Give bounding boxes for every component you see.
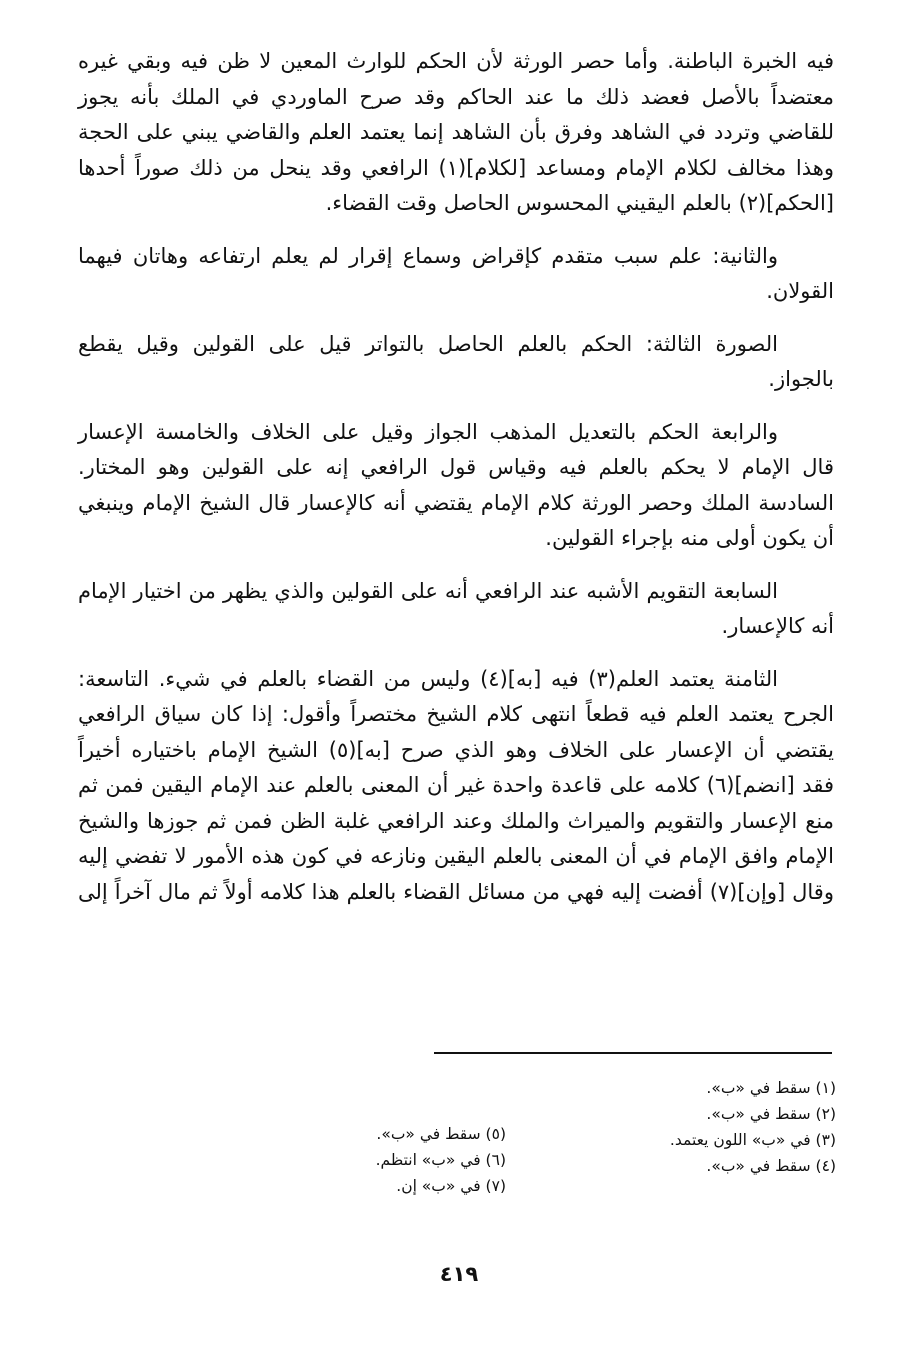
text-line: والثانية: علم سبب متقدم كإقراض وسماع إقرار لم يعلم ارتفاعه وهاتان فيهما [78,243,778,268]
text-line: فيه الخبرة الباطنة. وأما حصر الورثة لأن الحكم للوارث المعين لا ظن فيه وبقي غيره [78,49,834,73]
text-line: فقد [انضم](٦) كلامه على قاعدة واحدة غير أن المعنى بالعلم عند الإمام اليقين فمن ثم [78,773,834,797]
paragraph-3 [78,327,834,398]
text-line: الثامنة يعتمد العلم(٣) فيه [به](٤) وليس من القضاء بالعلم في شيء. التاسعة: [78,666,778,691]
text-line: بالجواز. [768,367,834,391]
text-line: أنه كالإعسار. [721,614,834,638]
text-line: الجرح يعتمد العلم فيه قطعاً انتهى كلام الشيخ مختصراً وأقول: إذا كان سياق الرافعي [78,702,834,726]
text-line: أن يكون أولى منه بإجراء القولين. [545,526,834,550]
footnote: (٦) في «ب» انتظم. [375,1151,506,1169]
text-line: للقاضي وتردد في الشاهد وفرق بأن الشاهد إنما يعتمد العلم والقاضي يبني على الحجة [78,120,834,144]
text-line: الصورة الثالثة: الحكم بالعلم الحاصل بالتواتر قيل على القولين وقيل يقطع [78,331,778,356]
text-line: السابعة التقويم الأشبه عند الرافعي أنه على القولين والذي يظهر من اختيار الإمام [78,578,778,603]
footnote: (٧) في «ب» إن. [396,1177,506,1195]
text-line: الإمام وافق الإمام في أن المعنى بالعلم اليقين ونازعه في كون هذه الأمور لا تفضي إليه [78,844,834,868]
footnote: (٢) سقط في «ب». [706,1105,836,1123]
footnotes-right-column [586,1075,836,1179]
text-line: معتضداً بالأصل فعضد ذلك ما عند الحاكم وقد صرح الماوردي في الملك بأنه يجوز [78,84,834,109]
footnote: (١) سقط في «ب». [706,1079,836,1097]
footnotes-left-column [256,1121,506,1199]
paragraph-5 [78,574,834,645]
paragraph-4 [78,415,834,557]
text-line: والرابعة الحكم بالتعديل المذهب الجواز وقيل على الخلاف والخامسة الإعسار [78,419,778,444]
footnote: (٤) سقط في «ب». [706,1157,836,1175]
paragraph-6 [78,662,834,911]
text-line: يقتضي أن الإعسار على الخلاف وهو الذي صرح [به](٥) الشيخ الإمام باختياره أخيراً [78,737,834,762]
page-number: ٤١٩ [439,1262,479,1286]
text-line: منع الإعسار والتقويم والميراث والملك وعند الرافعي غلبة الظن فمن ثم جوزها والشيخ [78,808,834,833]
footnote: (٣) في «ب» اللون يعتمد. [669,1131,836,1149]
text-line: [الحكم](٢) بالعلم اليقيني المحسوس الحاصل وقت القضاء. [325,191,834,215]
footnote: (٥) سقط في «ب». [376,1125,506,1143]
text-line: وهذا مخالف لكلام الإمام ومساعد [لكلام](١) الرافعي وقد ينحل من ذلك صوراً أحدها [78,155,834,180]
paragraph-2 [78,239,834,310]
text-line: قال الإمام لا يحكم بالعلم فيه وقياس قول الرافعي إنه على القولين وهو المختار. [78,455,834,479]
paragraph-1 [78,44,834,222]
main-text [78,44,834,927]
text-line: السادسة الملك وحصر الورثة كلام الإمام يقتضي أنه كالإعسار قال الشيخ الإمام وينبغي [78,490,834,515]
text-line: وقال [وإن](٧) أفضت إليه فهي من مسائل القضاء بالعلم هذا كلامه أولاً ثم مال آخراً إلى [78,879,834,904]
footnote-divider [434,1052,832,1054]
text-line: القولان. [766,279,834,303]
